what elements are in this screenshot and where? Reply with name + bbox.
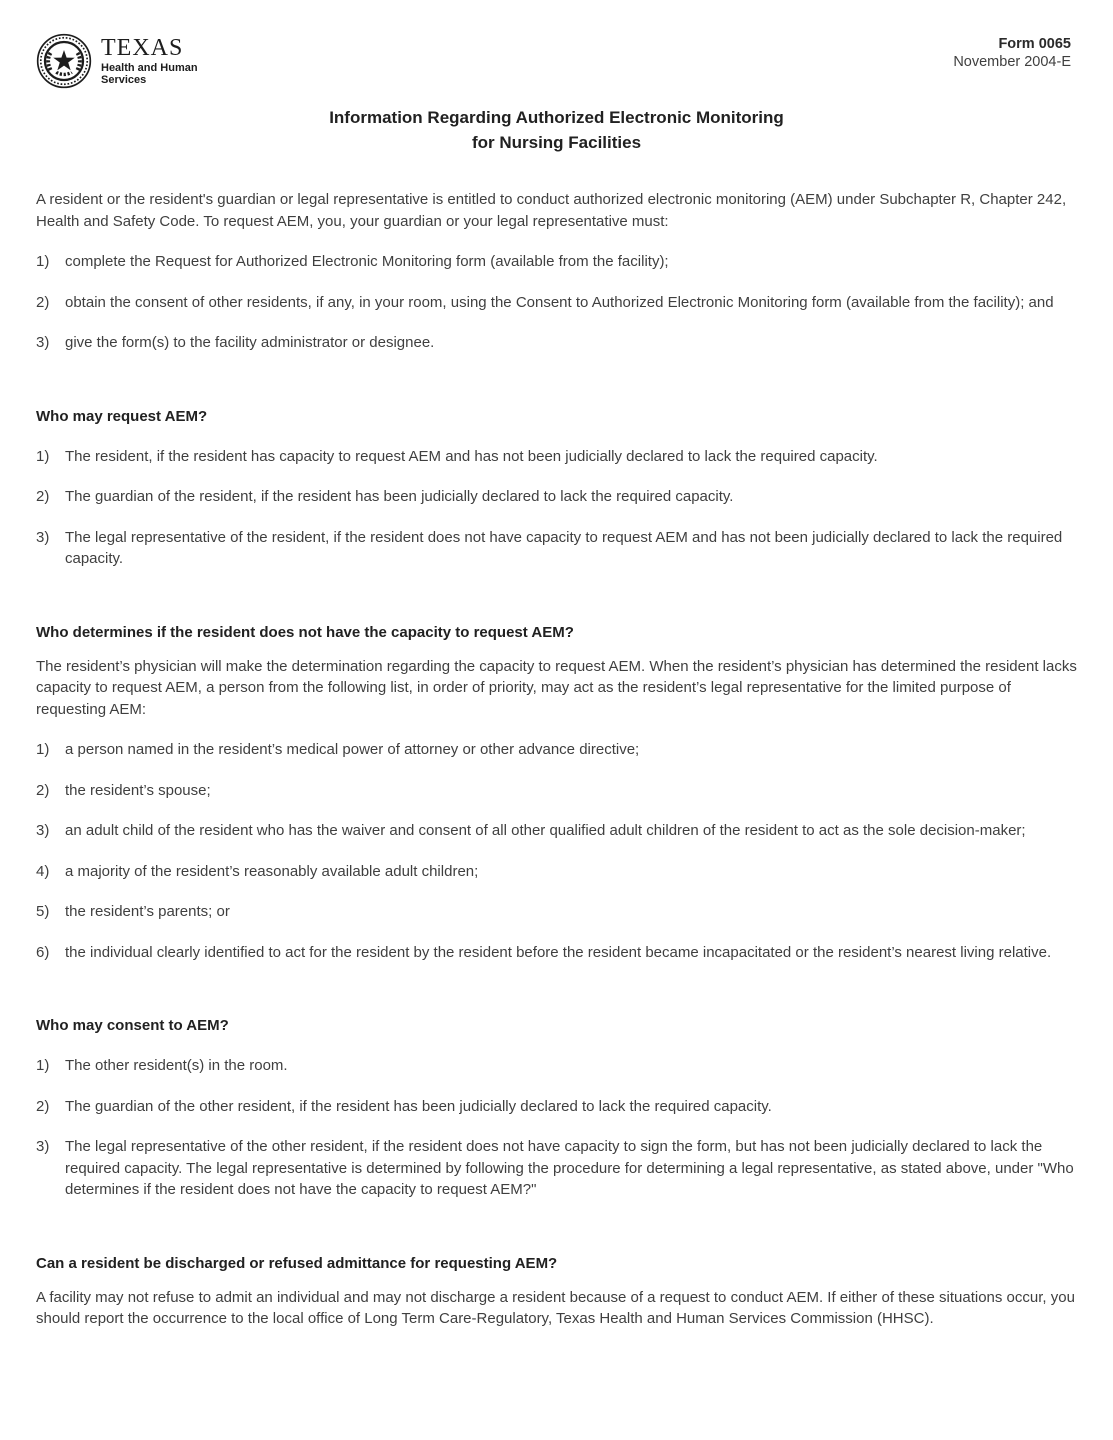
section-list-who-may-request [36,446,1077,570]
list-item-number: 6) [36,943,50,961]
list-item-text: the resident’s parents; or [65,903,230,920]
list-item [36,486,1077,508]
section-heading-who-may-consent: Who may consent to AEM? [36,1017,229,1034]
list-item-text: The guardian of the other resident, if the resident has been judicially declared to lack the required capacity. [65,1097,772,1115]
list-item-text: The resident, if the resident has capacity to request AEM and has not been judicially declared to lack the required capacity. [65,447,878,465]
texas-hhs-logo [36,33,198,89]
form-number: Form 0065 [998,36,1071,52]
section-paragraph-discharge: A facility may not refuse to admit an individual and may not discharge a resident because of a request to conduct AEM. If either of these situations occur, you should report the occurrence to the local office of Long Term Care-Regulatory, Texas Health and Human Services Commission (HHSC). [36,1288,1075,1327]
list-item [36,1055,1077,1077]
list-item-number: 2) [36,293,50,311]
list-item-text: The legal representative of the resident, if the resident does not have capacity to request AEM and has not been judicially declared to lack the required capacity. [65,528,1063,567]
section-heading-who-determines: Who determines if the resident does not have the capacity to request AEM? [36,623,574,641]
list-item-number: 1) [36,447,50,465]
page-title-line2: for Nursing Facilities [471,133,642,152]
page-title [36,105,1077,155]
list-item [36,820,1077,842]
org-name: TEXAS [101,35,184,61]
page-title-line1: Information Regarding Authorized Electronic Monitoring [329,108,784,127]
list-item-text: the resident’s spouse; [65,781,211,799]
list-item [36,901,1077,923]
list-item [36,332,1077,354]
list-item [36,446,1077,468]
list-item-text: a majority of the resident’s reasonably available adult children; [65,862,479,880]
list-item [36,292,1077,314]
list-item-text: obtain the consent of other residents, if any, in your room, using the Consent to Authorized Electronic Monitoring form (available from the facility); and [65,293,1054,311]
list-item-number: 5) [36,903,50,920]
list-item-number: 2) [36,488,50,505]
section-list-who-may-consent [36,1055,1077,1201]
intro-list [36,251,1077,354]
list-item [36,861,1077,883]
form-date: November 2004-E [953,54,1071,70]
list-item-number: 4) [36,862,50,880]
list-item-number: 3) [36,1138,50,1155]
list-item-text: The guardian of the resident, if the resident has been judicially declared to lack the required capacity. [65,488,734,505]
page-header [36,33,1077,89]
list-item-text: a person named in the resident’s medical power of attorney or other advance directive; [65,741,640,758]
list-item-text: The legal representative of the other resident, if the resident does not have capacity to sign the form, but has not been judicially declared to lack the required capacity. The legal representative is determined by following the procedure for determining a legal representative, as stated above, under "Who determines if the resident does not have the capacity to request AEM?" [65,1138,1074,1198]
org-wordmark [101,36,198,86]
org-sub-line2: Services [101,74,147,86]
texas-state-seal-icon [36,33,92,89]
list-item [36,527,1077,570]
section-paragraph-who-determines: The resident’s physician will make the determination regarding the capacity to request AEM. When the resident’s physician has determined the resident lacks capacity to request AEM, a person from the following list, in order of priority, may act as the resident’s legal representative for the limited purpose of requesting AEM: [36,657,1077,718]
list-item [36,1136,1077,1201]
list-item-number: 1) [36,253,50,270]
list-item-number: 3) [36,528,50,546]
list-item [36,251,1077,273]
list-item-text: give the form(s) to the facility administrator or designee. [65,334,435,351]
form-meta [953,33,1077,71]
list-item-number: 2) [36,781,50,799]
list-item-number: 3) [36,822,50,839]
section-heading-discharge: Can a resident be discharged or refused admittance for requesting AEM? [36,1254,558,1272]
list-item-text: the individual clearly identified to act for the resident by the resident before the resident became incapacitated or the resident’s nearest living relative. [65,943,1052,961]
list-item [36,780,1077,802]
list-item-number: 2) [36,1097,50,1115]
org-sub-line1: Health and Human [101,62,198,74]
list-item-text: The other resident(s) in the room. [65,1057,288,1074]
list-item [36,1096,1077,1118]
list-item-number: 1) [36,741,50,758]
section-heading-who-may-request: Who may request AEM? [36,407,208,425]
list-item-number: 3) [36,334,50,351]
list-item-text: an adult child of the resident who has the waiver and consent of all other qualified adult children of the resident to act as the sole decision-maker; [65,822,1026,839]
list-item [36,739,1077,761]
section-list-who-determines [36,739,1077,963]
list-item-number: 1) [36,1057,50,1074]
list-item-text: complete the Request for Authorized Electronic Monitoring form (available from the facility); [65,253,669,270]
list-item [36,942,1077,964]
intro-paragraph: A resident or the resident's guardian or legal representative is entitled to conduct authorized electronic monitoring (AEM) under Subchapter R, Chapter 242, Health and Safety Code. To request AEM, you, your guardian or your legal representative must: [36,191,1067,230]
